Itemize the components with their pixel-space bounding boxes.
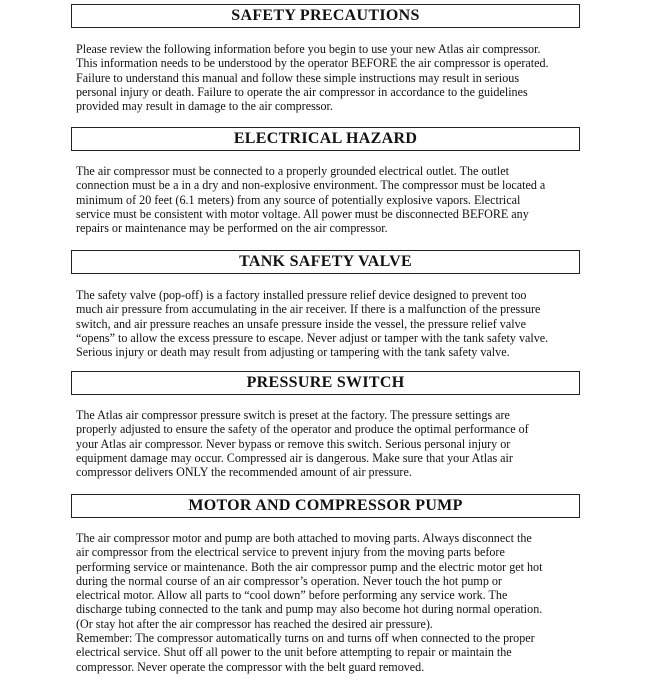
section-body-motor-and-compressor-pump [76,531,581,674]
section-body-pressure-switch [76,408,581,479]
body-line: The air compressor motor and pump are both attached to moving parts. Always disconnect the [76,531,532,545]
section-title-safety-precautions: SAFETY PRECAUTIONS [71,4,580,28]
body-line: compressor delivers ONLY the recommended amount of air pressure. [76,465,412,480]
body-line: This information needs to be understood by the operator BEFORE the air compressor is operated. [76,56,549,71]
body-line: properly adjusted to ensure the safety of the operator and produce the optimal performance of [76,422,529,437]
body-line: compressor. Never operate the compressor with the belt guard removed. [76,659,425,674]
body-line: service must be consistent with motor voltage. All power must be disconnected BEFORE any [76,206,529,221]
section-title-electrical-hazard: ELECTRICAL HAZARD [71,127,580,151]
body-line: equipment damage may occur. Compressed air is dangerous. Make sure that your Atlas air [76,450,513,465]
body-line: air compressor from the electrical service to prevent injury from the moving parts before [76,545,505,560]
section-title-motor-and-compressor-pump: MOTOR AND COMPRESSOR PUMP [71,494,580,518]
body-line: during the normal course of an air compressor’s operation. Never touch the hot pump or [76,573,502,588]
section-title-tank-safety-valve: TANK SAFETY VALVE [71,250,580,274]
body-line: your Atlas air compressor. Never bypass or remove this switch. Serious personal injury or [76,436,511,451]
body-line: discharge tubing connected to the tank and pump may also become hot during normal operation. [76,602,543,617]
body-line: connection must be a in a dry and non-explosive environment. The compressor must be located a [76,178,546,193]
body-line: performing service or maintenance. Both the air compressor pump and the electric motor get hot [76,559,543,574]
body-line: electrical service. Shut off all power to the unit before attempting to repair or maintain the [76,645,512,660]
section-body-electrical-hazard [76,164,581,235]
body-line: Serious injury or death may result from adjusting or tampering with the tank safety valve. [76,345,510,360]
body-line: switch, and air pressure reaches an unsafe pressure inside the vessel, the pressure relief valve [76,316,526,331]
body-line: provided may result in damage to the air compressor. [76,99,333,114]
body-line: personal injury or death. Failure to operate the air compressor in accordance to the guidelines [76,84,528,99]
section-body-safety-precautions [76,42,581,113]
body-line: Please review the following information before you begin to use your new Atlas air compressor. [76,42,541,56]
body-line: repairs or maintenance may be performed on the air compressor. [76,221,388,236]
body-line: (Or stay hot after the air compressor has reached the desired air pressure). [76,616,433,631]
body-line: The Atlas air compressor pressure switch is preset at the factory. The pressure settings are [76,408,510,422]
body-line: The air compressor must be connected to a properly grounded electrical outlet. The outlet [76,164,509,178]
body-line: Remember: The compressor automatically turns on and turns off when connected to the proper [76,631,535,646]
body-line: electrical motor. Allow all parts to “cool down” before performing any service work. The [76,588,508,603]
body-line: much air pressure from accumulating in the air receiver. If there is a malfunction of the pressure [76,302,541,317]
body-line: Failure to understand this manual and follow these simple instructions may result in serious [76,70,520,85]
body-line: “opens” to allow the excess pressure to escape. Never adjust or tamper with the tank safety valve. [76,330,549,345]
section-body-tank-safety-valve [76,288,581,359]
section-title-pressure-switch: PRESSURE SWITCH [71,371,580,395]
body-line: minimum of 20 feet (6.1 meters) from any source of potentially explosive vapors. Electrical [76,192,521,207]
body-line: The safety valve (pop-off) is a factory installed pressure relief device designed to prevent too [76,288,527,302]
